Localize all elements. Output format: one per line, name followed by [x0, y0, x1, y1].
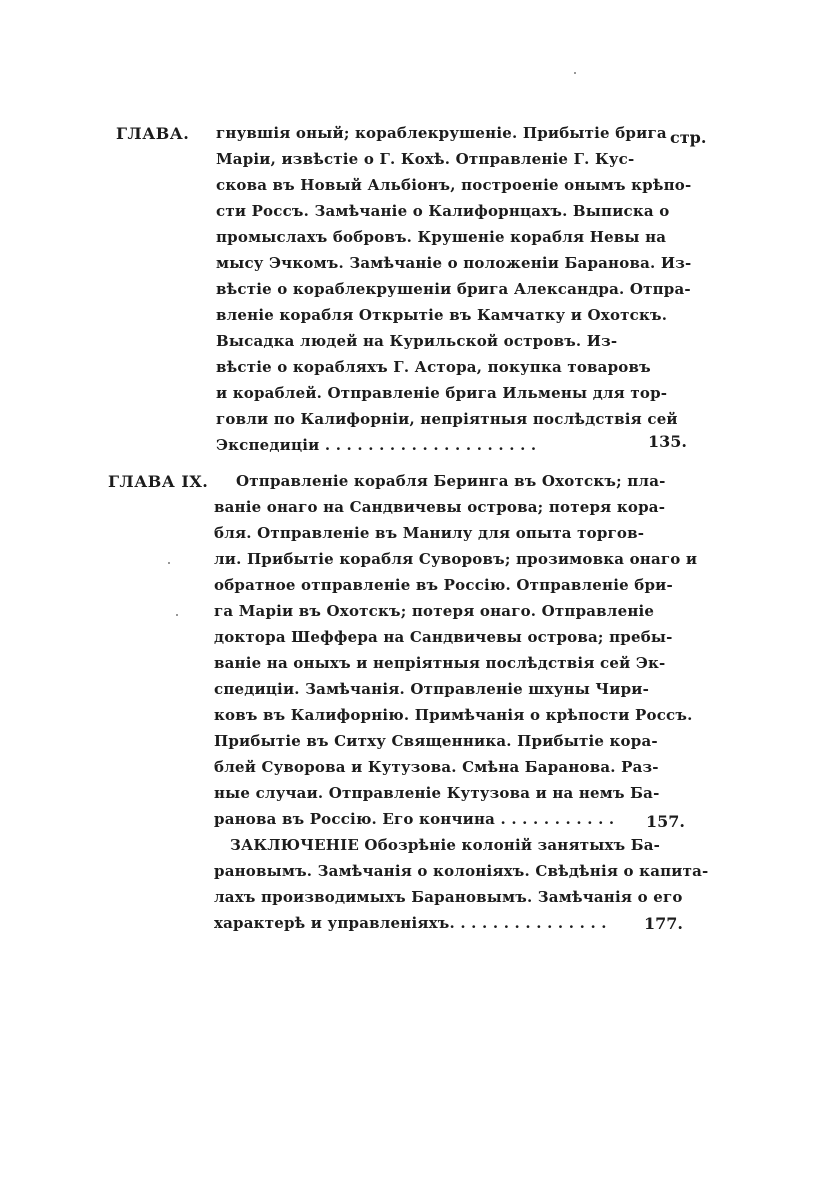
text-line: гнувшія оный; кораблекрушеніе. Прибытіе брига	[216, 124, 667, 142]
paper-speck	[574, 72, 576, 74]
text-line: ли. Прибытіе корабля Суворовъ; прозимовка онаго и	[214, 550, 698, 568]
paper-speck	[176, 614, 178, 616]
text-line: сти Россъ. Замѣчаніе о Калифорнцахъ. Выписка о	[216, 202, 670, 220]
text-line: Высадка людей на Курильской островъ. Из-	[216, 332, 618, 350]
text-line: обратное отправленіе въ Россію. Отправленіе бри-	[214, 576, 673, 594]
page-number: 177.	[644, 914, 683, 933]
text-line: ваніе онаго на Сандвичевы острова; потеря кора-	[214, 498, 666, 516]
page-number: 135.	[648, 432, 687, 451]
text-line: вленіе корабля Открытіе въ Камчатку и Охотскъ.	[216, 306, 668, 324]
text-line: промыслахъ бобровъ. Крушеніе корабля Невы на	[216, 228, 667, 246]
text-line: ваніе на оныхъ и непріятныя послѣдствія сей Эк-	[214, 654, 666, 672]
paper-speck	[168, 562, 170, 564]
page-column-header: стр.	[670, 128, 707, 147]
text-line: блей Суворова и Кутузова. Смѣна Баранова. Раз-	[214, 758, 659, 776]
text-line: га Маріи въ Охотскъ; потеря онаго. Отправленіе	[214, 602, 655, 620]
text-line: вѣстіе о кораблекрушеніи брига Александра. Отпра-	[216, 280, 691, 298]
text-line: лахъ производимыхъ Барановымъ. Замѣчанія о его	[214, 888, 683, 906]
text-line: скова въ Новый Альбіонъ, построеніе онымъ крѣпо-	[216, 176, 692, 194]
text-line: характерѣ и управленіяхъ. . . . . . . . . . . . . . .	[214, 914, 607, 932]
text-line: ные случаи. Отправленіе Кутузова и на немъ Ба-	[214, 784, 660, 802]
text-line: ранова въ Россію. Его кончина . . . . . . . . . . .	[214, 810, 615, 828]
text-line: спедиціи. Замѣчанія. Отправленіе шхуны Чири-	[214, 680, 650, 698]
text-line: вѣстіе о корабляхъ Г. Астора, покупка товаровъ	[216, 358, 651, 376]
text-line: бля. Отправленіе въ Манилу для опыта торгов-	[214, 524, 645, 542]
chapter-label: ГЛАВА.	[116, 124, 190, 143]
chapter-label: ГЛАВА IX.	[108, 472, 209, 491]
text-line: Экспедиціи . . . . . . . . . . . . . . . . . . . .	[216, 436, 537, 454]
text-line: доктора Шеффера на Сандвичевы острова; пребы-	[214, 628, 673, 646]
text-line: мысу Эчкомъ. Замѣчаніе о положеніи Баранова. Из-	[216, 254, 692, 272]
text-line: Прибытіе въ Ситху Священника. Прибытіе кора-	[214, 732, 658, 750]
text-line: и кораблей. Отправленіе брига Ильмены для тор-	[216, 384, 668, 402]
text-line: Маріи, извѣстіе о Г. Кохѣ. Отправленіе Г. Кус-	[216, 150, 635, 168]
text-line: Отправленіе корабля Беринга въ Охотскъ; пла-	[236, 472, 666, 490]
page-number: 157.	[646, 812, 685, 831]
text-line: говли по Калифорніи, непріятныя послѣдствія сей	[216, 410, 678, 428]
text-line: ковъ въ Калифорнію. Примѣчанія о крѣпости Россъ.	[214, 706, 693, 724]
conclusion-heading-line: ЗАКЛЮЧЕНІЕ Обозрѣніе колоній занятыхъ Ба-	[230, 836, 661, 854]
text-line: рановымъ. Замѣчанія о колоніяхъ. Свѣдѣнія о капита-	[214, 862, 709, 880]
